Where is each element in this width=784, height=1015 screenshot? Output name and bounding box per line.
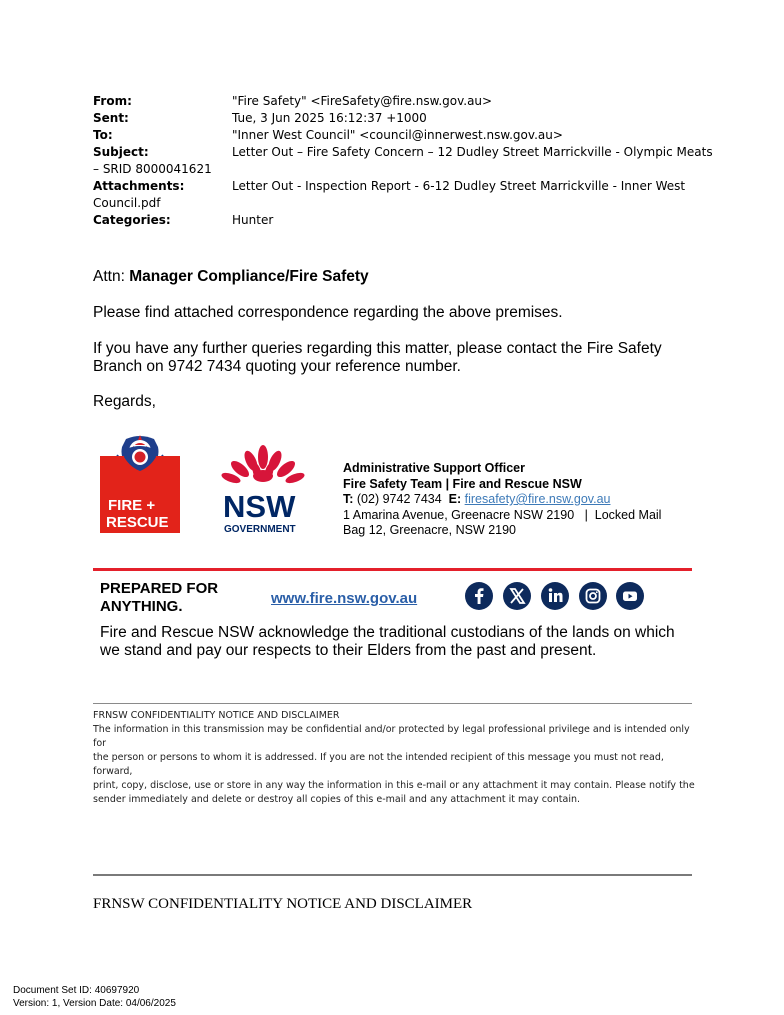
address-line-1: 1 Amarina Avenue, Greenacre NSW 2190 | Locked Mail bbox=[343, 507, 662, 522]
subject-continuation: – SRID 8000041621 bbox=[93, 162, 212, 176]
linkedin-icon[interactable] bbox=[541, 582, 569, 610]
sent-value: Tue, 3 Jun 2025 16:12:37 +1000 bbox=[232, 111, 427, 125]
address-line-2: Bag 12, Greenacre, NSW 2190 bbox=[343, 523, 517, 537]
categories-label: Categories: bbox=[93, 213, 171, 227]
prepared-line-1: PREPARED FOR bbox=[100, 580, 219, 597]
disclaimer-line-3: print, copy, disclose, use or store in any way the information in this e-mail or any attachment it may contain. Please notify the bbox=[93, 780, 695, 791]
email-link[interactable]: firesafety@fire.nsw.gov.au bbox=[464, 492, 611, 506]
to-row bbox=[93, 127, 703, 144]
attachments-continuation: Council.pdf bbox=[93, 196, 161, 210]
website-link[interactable]: www.fire.nsw.gov.au bbox=[271, 590, 418, 607]
document-version: Version: 1, Version Date: 04/06/2025 bbox=[13, 998, 176, 1009]
from-value: "Fire Safety" <FireSafety@fire.nsw.gov.au> bbox=[232, 94, 493, 108]
from-row bbox=[93, 93, 703, 110]
attachments-row bbox=[93, 178, 703, 195]
disclaimer-heading: FRNSW CONFIDENTIALITY NOTICE AND DISCLAIMER bbox=[93, 710, 340, 721]
body-paragraph-1: Please find attached correspondence regarding the above premises. bbox=[93, 304, 563, 321]
prepared-slogan bbox=[100, 580, 218, 616]
attachments-label: Attachments: bbox=[93, 179, 185, 193]
disclaimer-line-2: the person or persons to whom it is addressed. If you are not the intended recipient of this message you must not read, forward, bbox=[93, 752, 664, 777]
signature-team: Fire Safety Team | Fire and Rescue NSW bbox=[343, 476, 582, 491]
regards: Regards, bbox=[93, 393, 156, 410]
prepared-line-2: ANYTHING. bbox=[100, 598, 183, 615]
phone-number: (02) 9742 7434 bbox=[353, 492, 449, 506]
attachments-continuation-row bbox=[93, 195, 703, 212]
acknowledgement-line-1: Fire and Rescue NSW acknowledge the traditional custodians of the lands on which bbox=[100, 624, 675, 641]
phone-label: T: bbox=[343, 492, 354, 506]
body-paragraph-2-line-1: If you have any further queries regarding this matter, please contact the Fire Safety bbox=[93, 340, 662, 357]
body-paragraph-2-line-2: Branch on 9742 7434 quoting your reference number. bbox=[93, 358, 461, 375]
x-icon[interactable] bbox=[503, 582, 531, 610]
acknowledgement-of-country bbox=[100, 624, 700, 660]
categories-value: Hunter bbox=[232, 213, 274, 227]
fire-rescue-logo bbox=[100, 435, 180, 533]
categories-row bbox=[93, 212, 703, 229]
red-divider bbox=[93, 568, 692, 571]
from-label: From: bbox=[93, 94, 132, 108]
waratah-icon bbox=[221, 445, 305, 485]
fire-rescue-line-2: RESCUE bbox=[106, 514, 169, 531]
instagram-icon[interactable] bbox=[579, 582, 607, 610]
subject-row bbox=[93, 144, 713, 161]
signature-title: Administrative Support Officer bbox=[343, 461, 525, 475]
document-footer bbox=[13, 984, 176, 1010]
disclaimer-divider-bottom bbox=[93, 874, 692, 876]
fire-rescue-line-1: FIRE + bbox=[108, 497, 156, 514]
facebook-icon[interactable] bbox=[465, 582, 493, 610]
subject-value: Letter Out – Fire Safety Concern – 12 Dudley Street Marrickville - Olympic Meats bbox=[232, 145, 713, 159]
disclaimer-line-4: sender immediately and delete or destroy all copies of this e-mail and any attachment it may contain. bbox=[93, 794, 581, 805]
disclaimer-heading-2: FRNSW CONFIDENTIALITY NOTICE AND DISCLAIMER bbox=[93, 896, 473, 912]
acknowledgement-line-2: we stand and pay our respects to their Elders from the past and present. bbox=[100, 642, 597, 659]
nsw-government-logo bbox=[221, 444, 305, 534]
attn-prefix: Attn: bbox=[93, 268, 130, 285]
attn-name: Manager Compliance/Fire Safety bbox=[129, 268, 369, 285]
sent-label: Sent: bbox=[93, 111, 129, 125]
subject-label: Subject: bbox=[93, 145, 149, 159]
confidentiality-notice bbox=[93, 709, 698, 807]
disclaimer-line-1: The information in this transmission may be confidential and/or protected by legal professional privilege and is intended only for bbox=[93, 724, 690, 749]
to-label: To: bbox=[93, 128, 113, 142]
to-value: "Inner West Council" <council@innerwest.nsw.gov.au> bbox=[232, 128, 563, 142]
nsw-government-text: GOVERNMENT bbox=[224, 524, 296, 534]
disclaimer-divider-top bbox=[93, 703, 692, 704]
signature-block bbox=[343, 461, 661, 539]
subject-continuation-row bbox=[93, 161, 703, 178]
email-label: E: bbox=[448, 492, 462, 506]
document-set-id: Document Set ID: 40697920 bbox=[13, 985, 140, 996]
attachments-value: Letter Out - Inspection Report - 6-12 Dudley Street Marrickville - Inner West bbox=[232, 179, 686, 193]
email-header bbox=[93, 93, 713, 229]
sent-row bbox=[93, 110, 703, 127]
nsw-word: NSW bbox=[223, 489, 296, 524]
attn-line bbox=[93, 268, 369, 286]
youtube-icon[interactable] bbox=[616, 582, 644, 610]
signature-contact-line bbox=[343, 492, 661, 508]
